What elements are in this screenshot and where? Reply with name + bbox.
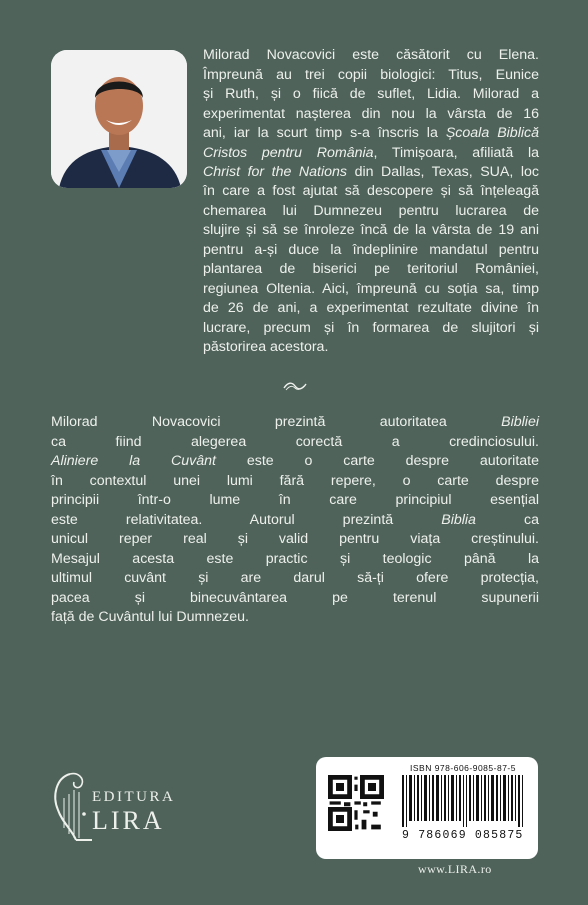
author-portrait	[51, 50, 187, 188]
about-line-6-text-b: ca	[475, 511, 539, 528]
bio-line-13: regiunea Oltenia. Aici, împreună cu soția sa, timp	[203, 280, 539, 297]
bio-line-1: Milorad Novacovici este căsătorit cu Elena.	[203, 47, 539, 63]
about-line-3	[51, 452, 539, 472]
bio-line-14: de 26 de ani, a experimentat rezultate divine în	[203, 300, 539, 316]
publisher-name-line2: LIRA	[92, 806, 165, 835]
qr-code-icon	[328, 775, 384, 831]
bio-line-2: Împreună au trei copii biologici: Titus, Eunice	[203, 66, 539, 83]
about-line-1	[51, 413, 539, 433]
ean-number: 9 786069 085875	[402, 829, 524, 842]
isbn-number: ISBN 978-606-9085-87-5	[410, 763, 516, 773]
bio-line-15: lucrare, precum și în formarea de slujitori și	[203, 319, 539, 336]
bio-line-8: în care a fost ajutat să descopere și să înțeleagă	[203, 183, 539, 199]
bio-line-7-text: din Dallas, Texas, SUA, loc	[347, 164, 539, 180]
ornament-divider	[282, 380, 308, 392]
bio-line-3: și Ruth, și o fiică de suflet, Lidia. Milorad a	[203, 86, 539, 102]
about-line-7: unicul reper real și valid pentru viața creștinului.	[51, 531, 539, 547]
bio-line-6-italic: Cristos pentru România	[203, 144, 374, 161]
about-line-11: față de Cuvântul lui Dumnezeu.	[51, 609, 249, 625]
bio-line-6-text: , Timișoara, afiliată la	[373, 144, 539, 161]
bio-paragraph-bottom	[203, 182, 539, 358]
about-paragraph	[51, 413, 539, 628]
about-line-4: în contextul unei lumi fără repere, o carte despre	[51, 472, 539, 489]
about-line-10: pacea și binecuvântarea pe terenul supunerii	[51, 589, 539, 606]
about-line-8: Mesajul acesta este practic și teologic până la	[51, 550, 539, 567]
bio-line-16: păstorirea acestora.	[203, 339, 329, 355]
about-line-6-text-a: este relativitatea. Autorul prezintă	[51, 511, 442, 528]
bio-paragraph-top	[203, 46, 539, 163]
bio-line-5-italic: Școala Biblică	[445, 125, 539, 141]
bio-line-10: slujire și să se înroleze încă de la vârsta de 19 ani	[203, 222, 539, 238]
publisher-url: www.LIRA.ro	[418, 862, 492, 876]
bio-line-12: plantarea de biserici pe teritoriul României,	[203, 261, 539, 277]
about-line-1-italic: Bibliei	[501, 414, 539, 430]
about-line-3-italic: Aliniere la Cuvânt	[51, 453, 216, 469]
author-photo	[51, 50, 187, 188]
bio-line-5	[203, 124, 539, 144]
about-line-6-italic: Biblia	[441, 511, 476, 528]
about-line-1-text: Milorad Novacovici prezintă autoritatea	[51, 414, 502, 430]
about-line-2: ca fiind alegerea corectă a credinciosului.	[51, 433, 539, 450]
barcode-panel	[316, 757, 538, 859]
barcode-icon	[402, 775, 528, 827]
about-line-9: ultimul cuvânt și are darul să-ți ofere protecția,	[51, 570, 539, 586]
bio-line-5-text: ani, iar la scurt timp s-a înscris la	[203, 125, 446, 141]
bio-line-11: pentru a-și duce la îndeplinire mandatul pentru	[203, 241, 539, 258]
about-line-5: principii într-o lume în care principiul esențial	[51, 492, 539, 508]
publisher-name-line1: EDITURA	[92, 789, 176, 805]
bio-line-7	[203, 163, 539, 183]
bio-line-6	[203, 144, 539, 164]
bio-paragraph-mid	[203, 163, 539, 183]
about-line-6	[51, 511, 539, 531]
about-line-3-text: este o carte despre autoritate	[216, 453, 539, 469]
bio-line-9: chemarea lui Dumnezeu pentru lucrarea de	[203, 202, 539, 219]
bio-line-7-italic: Christ for the Nations	[203, 164, 348, 180]
bio-line-4: experimentat nașterea din nou la vârsta de 16	[203, 105, 539, 122]
